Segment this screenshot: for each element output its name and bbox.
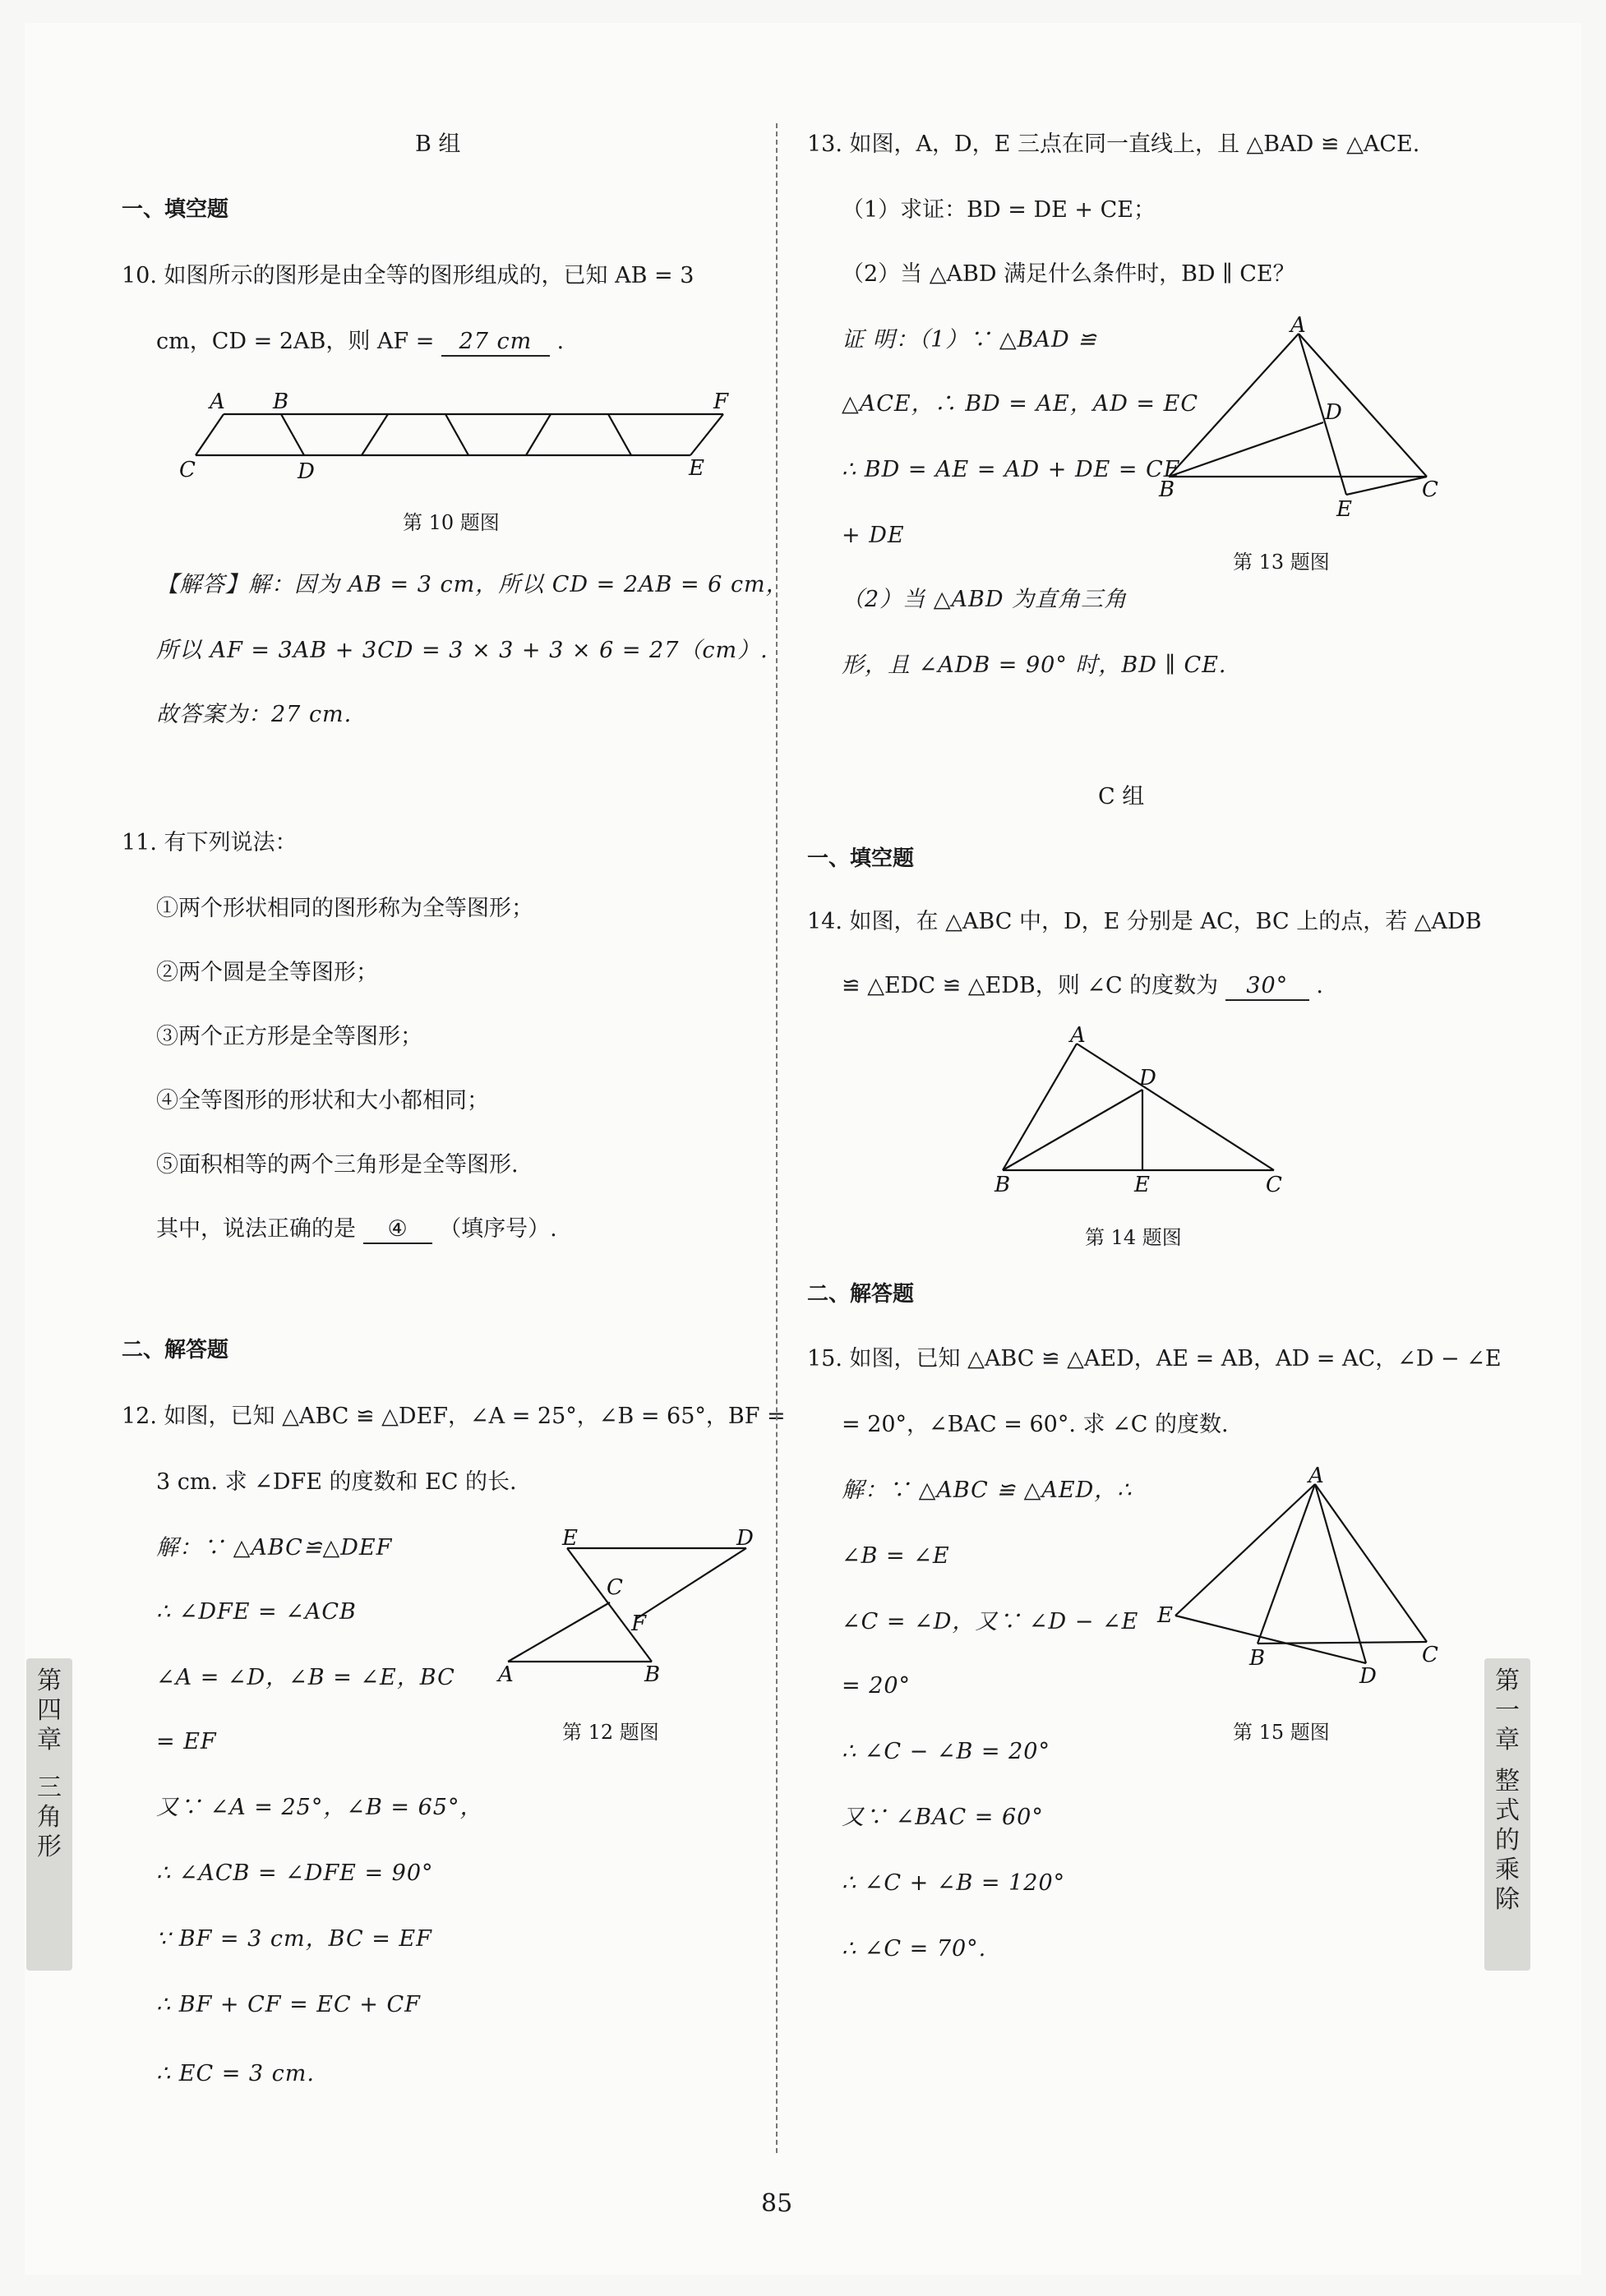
fig14-line-ab: [1003, 1044, 1077, 1170]
fig10-segment: [445, 414, 468, 455]
tab-char: 形: [37, 1833, 62, 1861]
q14-text-line1: 14. 如图，在 △ABC 中，D，E 分别是 AC，BC 上的点，若 △ADB: [807, 909, 1482, 934]
q10-answer: 27 cm: [441, 329, 550, 357]
q14-text-line2: [842, 973, 1323, 1001]
fig15-line-ac: [1315, 1484, 1427, 1642]
fig12-line-df: [636, 1548, 746, 1619]
fig15-line-ad: [1315, 1484, 1366, 1663]
q12-solution-line: ∴ BF + CF = EC + CF: [156, 1992, 421, 2017]
q12-solution-line: ∵ BF = 3 cm，BC = EF: [156, 1926, 432, 1952]
q10-text-a: cm，CD = 2AB，则 AF =: [156, 329, 435, 354]
tab-char: 一: [1495, 1696, 1520, 1725]
q15-caption: 第 15 题图: [1233, 1721, 1330, 1744]
fig10-left-edge: [196, 414, 224, 455]
fig12-label-a: A: [498, 1662, 514, 1687]
q12-text-line2: 3 cm. 求 ∠DFE 的度数和 EC 的长.: [156, 1469, 517, 1495]
fig15-label-c: C: [1422, 1643, 1438, 1667]
fig12-label-e: E: [562, 1526, 578, 1551]
fig15-line-ed: [1175, 1616, 1366, 1663]
group-c-heading: C 组: [1098, 784, 1145, 809]
q12-caption: 第 12 题图: [562, 1721, 659, 1744]
fig10-label-b: B: [273, 390, 289, 414]
q13-solution-line: + DE: [842, 523, 905, 548]
fig13-label-a: A: [1290, 313, 1306, 338]
page-number: 85: [761, 2189, 793, 2218]
fig14-label-a: A: [1070, 1023, 1086, 1048]
q15-text-line1: 15. 如图，已知 △ABC ≌ △AED，AE = AB，AD = AC，∠D − ∠E: [807, 1346, 1502, 1372]
fig13-label-d: D: [1325, 400, 1342, 425]
q14-text-a: ≌ △EDC ≌ △EDB，则 ∠C 的度数为: [842, 973, 1219, 998]
tab-char: 四: [37, 1696, 62, 1725]
q13-caption: 第 13 题图: [1233, 551, 1330, 574]
q10-text-b: .: [556, 329, 565, 354]
q10-solution-2: 所以 AF = 3AB + 3CD = 3 × 3 + 3 × 6 = 27（cm）.: [156, 638, 768, 663]
q13-solution-line: △ACE，∴ BD = AE，AD = EC: [842, 391, 1199, 417]
q13-part1: （1）求证：BD = DE + CE；: [842, 197, 1156, 223]
q14-caption: 第 14 题图: [1085, 1226, 1182, 1249]
tab-char: 式: [1495, 1796, 1520, 1825]
fig10-label-f: F: [713, 390, 729, 414]
q15-solution-line: ∴ ∠C + ∠B = 120°: [842, 1870, 1066, 1896]
q12-text-line1: 12. 如图，已知 △ABC ≌ △DEF，∠A = 25°，∠B = 65°，BF =: [122, 1404, 786, 1429]
q13-part2: （2）当 △ABD 满足什么条件时，BD ∥ CE？: [842, 261, 1295, 287]
fig12-label-d: D: [736, 1526, 754, 1551]
fig15-line-ae: [1175, 1484, 1315, 1616]
q13-solution-line: 证 明：（1）∵ △BAD ≌: [842, 327, 1097, 353]
q10-text-line1: 10. 如图所示的图形是由全等的图形组成的，已知 AB = 3: [122, 263, 695, 288]
tab-spacer: [1484, 1755, 1530, 1767]
q12-solution-line: 又∵ ∠A = 25°，∠B = 65°，: [156, 1795, 483, 1820]
fill-section-title: 一、填空题: [807, 846, 915, 871]
q15-solution-line: 又∵ ∠BAC = 60°: [842, 1805, 1044, 1830]
q13-solution-line: （2）当 △ABD 为直角三角: [842, 587, 1128, 612]
fig14-label-d: D: [1139, 1066, 1156, 1090]
fig13-line-bd: [1169, 422, 1323, 477]
figure-14: [986, 1023, 1299, 1208]
q12-solution-line: ∠A = ∠D，∠B = ∠E，BC: [156, 1665, 455, 1690]
fig10-right-edge: [690, 414, 723, 455]
q10-text-line2: [156, 329, 564, 357]
fig12-label-f: F: [631, 1611, 647, 1636]
column-divider: [776, 123, 778, 2153]
fig10-label-c: C: [179, 458, 196, 482]
fill-section-title: 一、填空题: [122, 197, 229, 222]
fig13-line-ab: [1169, 334, 1299, 477]
q12-solution-line: 解：∵ △ABC≌△DEF: [156, 1535, 393, 1561]
fig13-label-e: E: [1336, 497, 1352, 522]
solve-section-title: 二、解答题: [807, 1282, 915, 1307]
q12-solution-line: = EF: [156, 1729, 217, 1754]
chapter-tab-left: [26, 1658, 72, 1971]
fig15-label-a: A: [1308, 1464, 1324, 1488]
tab-char: 章: [1495, 1726, 1520, 1754]
q13-solution-line: 形，且 ∠ADB = 90° 时，BD ∥ CE.: [842, 652, 1227, 678]
fig12-line-ac: [508, 1602, 610, 1662]
q11-ask-b: （填序号）.: [439, 1216, 557, 1242]
q15-solution-line: ∴ ∠C − ∠B = 20°: [842, 1739, 1050, 1764]
q10-caption: 第 10 题图: [403, 511, 500, 534]
q13-text-line1: 13. 如图，A，D，E 三点在同一直线上，且 △BAD ≌ △ACE.: [807, 131, 1420, 157]
q11-item: ①两个形状相同的图形称为全等图形；: [156, 896, 533, 921]
fig10-segment: [526, 414, 551, 455]
tab-char: 第: [1495, 1667, 1520, 1695]
fig15-label-e: E: [1157, 1603, 1173, 1628]
fig12-label-b: B: [644, 1662, 661, 1687]
fig13-line-ec: [1346, 477, 1427, 495]
fig13-line-ac: [1299, 334, 1427, 477]
tab-char: 角: [37, 1803, 62, 1832]
q11-item: ②两个圆是全等图形；: [156, 960, 378, 985]
q15-solution-line: 解：∵ △ABC ≌ △AED，∴: [842, 1478, 1133, 1503]
q12-solution-line: ∴ EC = 3 cm.: [156, 2061, 315, 2086]
q15-solution-line: ∠B = ∠E: [842, 1543, 950, 1569]
tab-char: 三: [37, 1773, 62, 1802]
tab-spacer: [26, 1755, 72, 1773]
fig10-label-d: D: [298, 459, 315, 484]
q11-ask: [156, 1216, 557, 1244]
fig14-label-e: E: [1134, 1173, 1150, 1197]
tab-char: 除: [1495, 1885, 1520, 1914]
fig10-segment: [362, 414, 388, 455]
q11-item: ③两个正方形是全等图形；: [156, 1024, 422, 1049]
figure-10: [164, 378, 740, 493]
q10-solution-3: 故答案为：27 cm.: [156, 702, 353, 727]
chapter-tab-right: [1484, 1658, 1530, 1971]
solve-section-title: 二、解答题: [122, 1338, 229, 1362]
q11-ask-a: 其中，说法正确的是: [156, 1216, 356, 1242]
q10-solution-1: 【解答】解：因为 AB = 3 cm，所以 CD = 2AB = 6 cm，: [156, 572, 789, 597]
group-b-heading: B 组: [415, 131, 461, 157]
tab-char: 整: [1495, 1767, 1520, 1796]
fig12-label-c: C: [607, 1575, 623, 1600]
q15-solution-line: ∠C = ∠D，又∵ ∠D − ∠E: [842, 1609, 1139, 1634]
fig13-label-b: B: [1159, 477, 1175, 502]
q11-answer: ④: [363, 1216, 432, 1244]
tab-char: 章: [37, 1726, 62, 1754]
fig15-label-b: B: [1249, 1646, 1266, 1671]
q13-solution-line: ∴ BD = AE = AD + DE = CE: [842, 457, 1181, 482]
q15-text-line2: = 20°，∠BAC = 60°. 求 ∠C 的度数.: [842, 1412, 1229, 1437]
fig10-label-a: A: [210, 390, 225, 414]
q11-item: ④全等图形的形状和大小都相同；: [156, 1088, 489, 1113]
q15-solution-line: = 20°: [842, 1673, 911, 1699]
q11-text: 11. 有下列说法：: [122, 830, 298, 855]
fig14-label-c: C: [1266, 1173, 1282, 1197]
fig14-label-b: B: [995, 1173, 1011, 1197]
q15-solution-line: ∴ ∠C = 70°.: [842, 1936, 987, 1962]
tab-char: 乘: [1495, 1856, 1520, 1884]
q11-item: ⑤面积相等的两个三角形是全等图形.: [156, 1152, 519, 1178]
figure-13: [1151, 313, 1447, 526]
tab-char: 的: [1495, 1826, 1520, 1855]
fig15-line-ab: [1258, 1484, 1315, 1644]
q12-solution-line: ∴ ∠DFE = ∠ACB: [156, 1599, 357, 1625]
fig10-segment: [608, 414, 631, 455]
figure-15: [1151, 1464, 1447, 1689]
fig14-line-ac: [1077, 1044, 1274, 1170]
figure-12: [493, 1520, 764, 1685]
fig14-line-bd: [1003, 1090, 1142, 1170]
tab-char: 第: [37, 1667, 62, 1695]
q12-solution-line: ∴ ∠ACB = ∠DFE = 90°: [156, 1860, 434, 1886]
q14-text-b: .: [1316, 973, 1323, 998]
fig15-label-d: D: [1359, 1664, 1377, 1689]
fig10-segment: [281, 414, 304, 455]
q14-answer: 30°: [1225, 973, 1309, 1001]
fig10-label-e: E: [689, 456, 704, 481]
fig13-label-c: C: [1422, 477, 1438, 502]
fig12-line-eb: [567, 1548, 652, 1662]
